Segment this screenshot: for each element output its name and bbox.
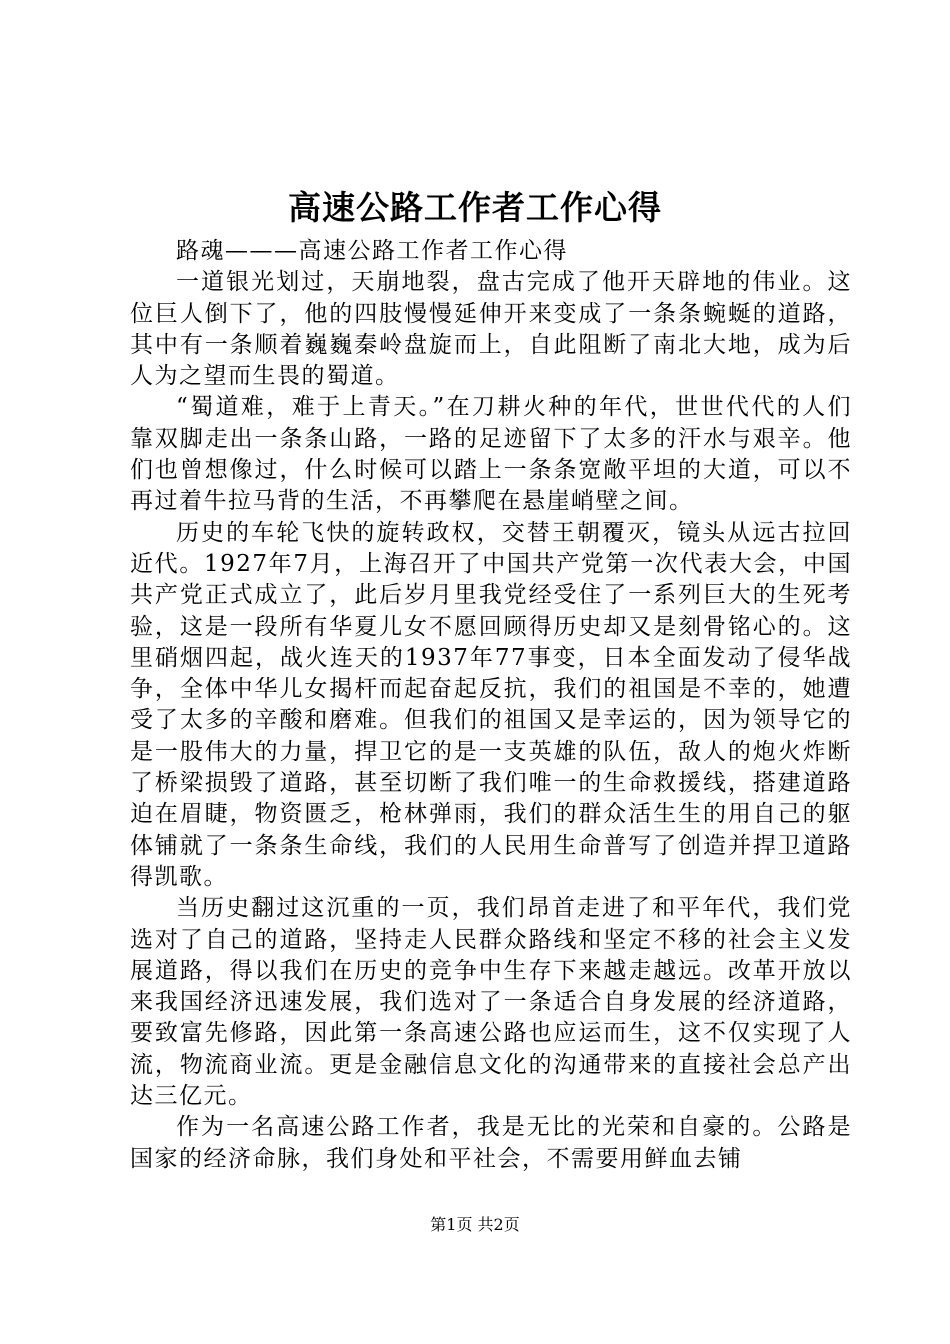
body-paragraph: 当历史翻过这沉重的一页，我们昂首走进了和平年代，我们党选对了自己的道路，坚持走人民群众路线和坚定不移的社会主义发展道路，得以我们在历史的竞争中生存下来越走越远。改革开放以来我国经济迅速发展，我们选对了一条适合自身发展的经济道路，要致富先修路，因此第一条高速公路也应运而生，这不仅实现了人流，物流商业流。更是金融信息文化的沟通带来的直接社会总产出达三亿元。 — [130, 895, 852, 1110]
document-body — [130, 236, 852, 1175]
document-title: 高速公路工作者工作心得 — [288, 188, 662, 227]
body-paragraph: 作为一名高速公路工作者，我是无比的光荣和自豪的。公路是国家的经济命脉，我们身处和平社会，不需要用鲜血去铺 — [130, 1114, 852, 1172]
body-paragraph: 历史的车轮飞快的旋转政权，交替王朝覆灭，镜头从远古拉回近代。1927年7月，上海召开了中国共产党第一次代表大会，中国共产党正式成立了，此后岁月里我党经受住了一系列巨大的生死考验，这是一段所有华夏儿女不愿回顾得历史却又是刻骨铭心的。这里硝烟四起，战火连天的1937年77事变，日本全面发动了侵华战争，全体中华儿女揭杆而起奋起反抗，我们的祖国是不幸的，她遭受了太多的辛酸和磨难。但我们的祖国又是幸运的，因为领导它的是一股伟大的力量，捍卫它的是一支英雄的队伍，敌人的炮火炸断了桥梁损毁了道路，甚至切断了我们唯一的生命救援线，搭建道路迫在眉睫，物资匮乏，枪林弹雨，我们的群众活生生的用自己的躯体铺就了一条条生命线，我们的人民用生命普写了创造并捍卫道路得凯歌。 — [130, 519, 852, 890]
body-paragraph: 一道银光划过，天崩地裂，盘古完成了他开天辟地的伟业。这位巨人倒下了，他的四肢慢慢延伸开来变成了一条条蜿蜒的道路，其中有一条顺着巍巍秦岭盘旋而上，自此阻断了南北大地，成为后人为之望而生畏的蜀道。 — [130, 269, 852, 390]
body-paragraph: “蜀道难，难于上青天。”在刀耕火种的年代，世世代代的人们靠双脚走出一条条山路，一路的足迹留下了太多的汗水与艰辛。他们也曾想像过，什么时候可以踏上一条条宽敞平坦的大道，可以不再过着牛拉马背的生活，不再攀爬在悬崖峭壁之间。 — [130, 394, 852, 515]
subtitle-paragraph: 路魂———高速公路工作者工作心得 — [176, 238, 568, 264]
page-number-footer: 第1页 共2页 — [430, 1215, 520, 1234]
